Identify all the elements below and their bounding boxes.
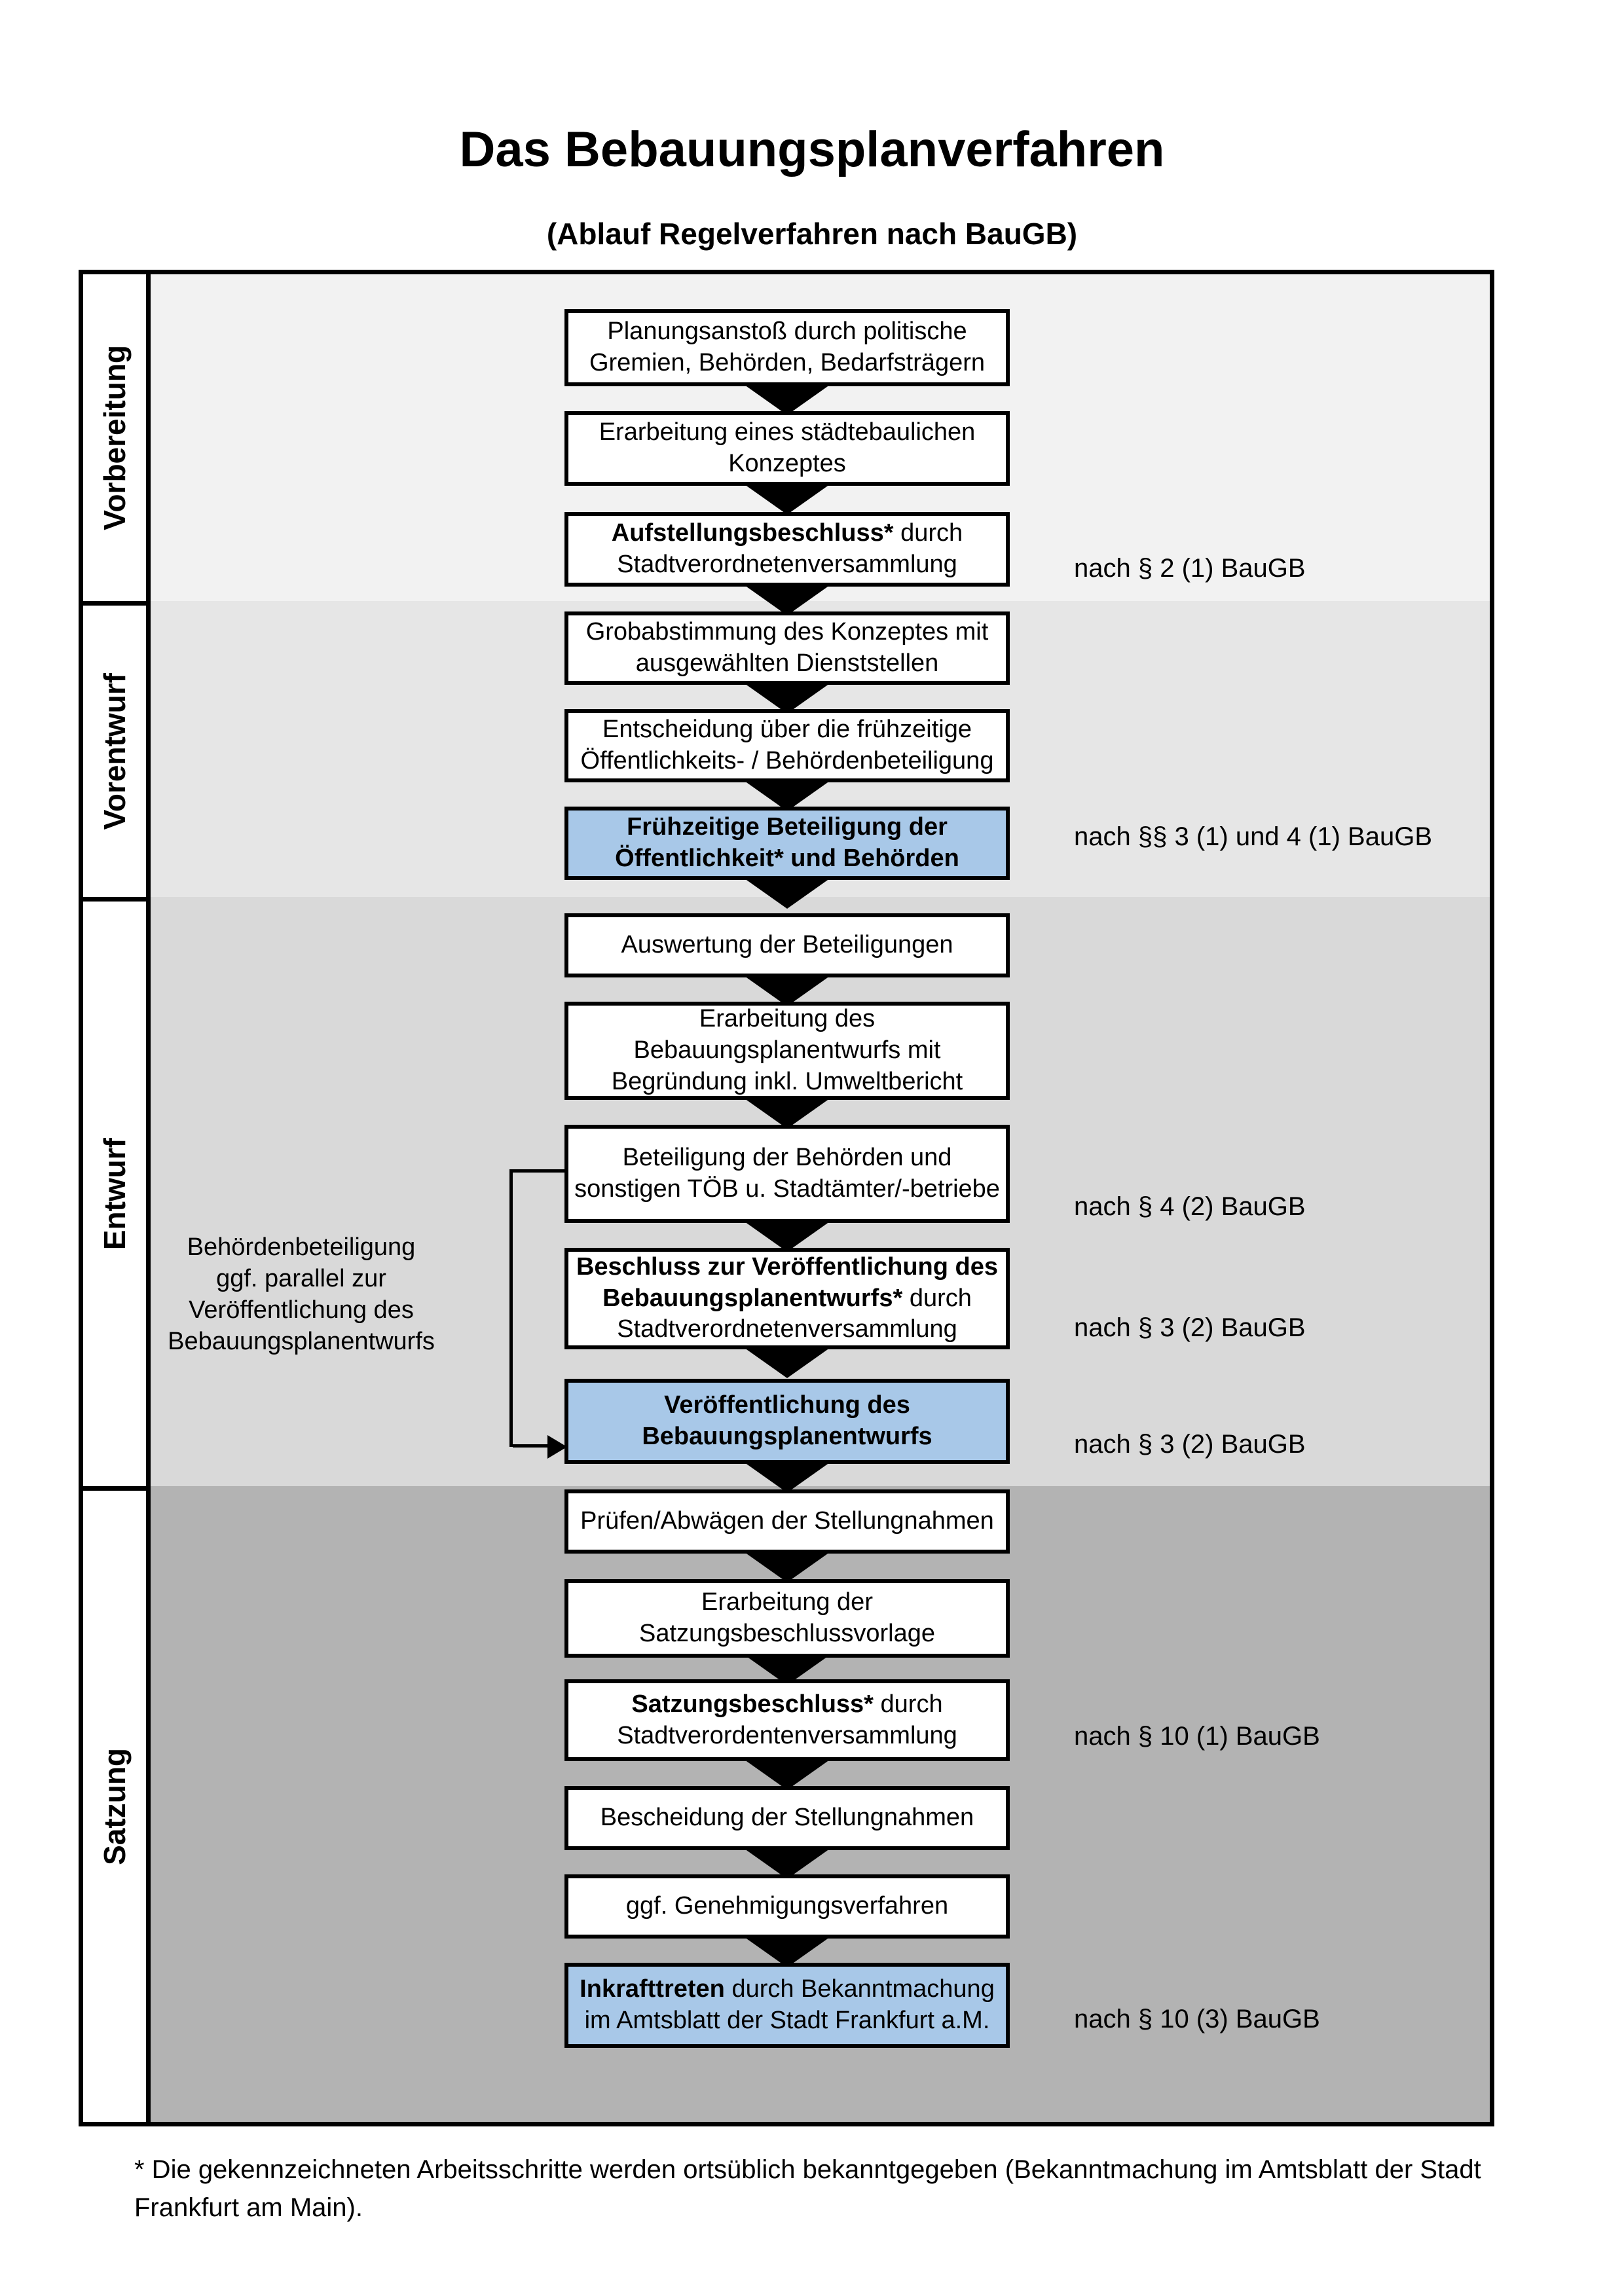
down-arrow-icon bbox=[745, 1552, 830, 1582]
elbow-connector bbox=[509, 1169, 564, 1173]
flow-box-satzungsbeschlussvorlage: Erarbeitung der Satzungsbeschlussvorlage bbox=[564, 1579, 1010, 1658]
flow-box-grobabstimmung: Grobabstimmung des Konzeptes mit ausgewählten Dienststellen bbox=[564, 611, 1010, 685]
flow-box-bescheidung: Bescheidung der Stellungnahmen bbox=[564, 1786, 1010, 1850]
legal-reference: nach § 2 (1) BauGB bbox=[1074, 554, 1306, 583]
legal-reference: nach § 3 (2) BauGB bbox=[1074, 1430, 1306, 1459]
page-title: Das Bebauungsplanverfahren bbox=[459, 122, 1165, 177]
flow-box-auswertung: Auswertung der Beteiligungen bbox=[564, 913, 1010, 977]
phase-label-satzung: Satzung bbox=[98, 1747, 132, 1865]
down-arrow-icon bbox=[745, 484, 830, 515]
flow-box-planungsanstoss: Planungsanstoß durch politische Gremien, Behörden, Bedarfsträgern bbox=[564, 309, 1010, 386]
flow-box-pruefen-abwaegen: Prüfen/Abwägen der Stellungnahmen bbox=[564, 1489, 1010, 1554]
phase-label-entwurf: Entwurf bbox=[98, 1137, 132, 1250]
legal-reference: nach § 4 (2) BauGB bbox=[1074, 1192, 1306, 1221]
legal-reference: nach § 10 (3) BauGB bbox=[1074, 2005, 1320, 2033]
flow-box-fruehzeitige-beteiligung: Frühzeitige Beteiligung der Öffentlichkeit* und Behörden bbox=[564, 807, 1010, 880]
footnote: * Die gekennzeichneten Arbeitsschritte werden ortsüblich bekanntgegeben (Bekanntmachung im Amtsblatt der Stadt Frankfurt am Main). bbox=[134, 2155, 1481, 2222]
legal-reference: nach § 10 (1) BauGB bbox=[1074, 1722, 1320, 1751]
phase-label-vorbereitung: Vorbereitung bbox=[98, 345, 132, 530]
legal-reference: nach § 3 (2) BauGB bbox=[1074, 1313, 1306, 1342]
down-arrow-icon bbox=[745, 1348, 830, 1378]
flow-box-aufstellungsbeschluss: Aufstellungsbeschluss* durch Stadtverordnetenversammlung bbox=[564, 512, 1010, 587]
flow-box-behoerdenbeteiligung: Beteiligung der Behörden und sonstigen TÖB u. Stadtämter/-betriebe bbox=[564, 1125, 1010, 1223]
page-subtitle: (Ablauf Regelverfahren nach BauGB) bbox=[546, 217, 1078, 251]
flow-box-inkrafttreten: Inkrafttreten durch Bekanntmachung im Amtsblatt der Stadt Frankfurt a.M. bbox=[564, 1963, 1010, 2048]
down-arrow-icon bbox=[745, 879, 830, 909]
phase-divider bbox=[79, 601, 151, 606]
side-note-parallel-beteiligung: Behördenbeteiligung ggf. parallel zur Veröffentlichung des Bebauungsplanentwurfs bbox=[168, 1233, 435, 1355]
down-arrow-icon bbox=[745, 1463, 830, 1493]
elbow-connector bbox=[509, 1169, 513, 1447]
flow-box-entscheidung-beteiligung: Entscheidung über die frühzeitige Öffentlichkeits- / Behördenbeteiligung bbox=[564, 709, 1010, 782]
flow-box-erarbeitung-entwurf: Erarbeitung des Bebauungsplanentwurfs mit Begründung inkl. Umweltbericht bbox=[564, 1002, 1010, 1100]
flow-box-veroeffentlichungsbeschluss: Beschluss zur Veröffentlichung des Bebauungsplanentwurfs* durch Stadtverordnetenversammlung bbox=[564, 1248, 1010, 1349]
flow-box-veroeffentlichung: Veröffentlichung des Bebauungsplanentwurfs bbox=[564, 1379, 1010, 1464]
phase-divider bbox=[79, 1486, 151, 1491]
phase-label-vorentwurf: Vorentwurf bbox=[98, 672, 132, 830]
legal-reference: nach §§ 3 (1) und 4 (1) BauGB bbox=[1074, 822, 1432, 851]
flow-box-genehmigungsverfahren: ggf. Genehmigungsverfahren bbox=[564, 1874, 1010, 1939]
flow-box-satzungsbeschluss: Satzungsbeschluss* durch Stadtverordentenversammlung bbox=[564, 1679, 1010, 1761]
phase-divider bbox=[79, 897, 151, 902]
elbow-connector bbox=[513, 1444, 549, 1448]
flow-box-staedtebauliches-konzept: Erarbeitung eines städtebaulichen Konzeptes bbox=[564, 411, 1010, 486]
